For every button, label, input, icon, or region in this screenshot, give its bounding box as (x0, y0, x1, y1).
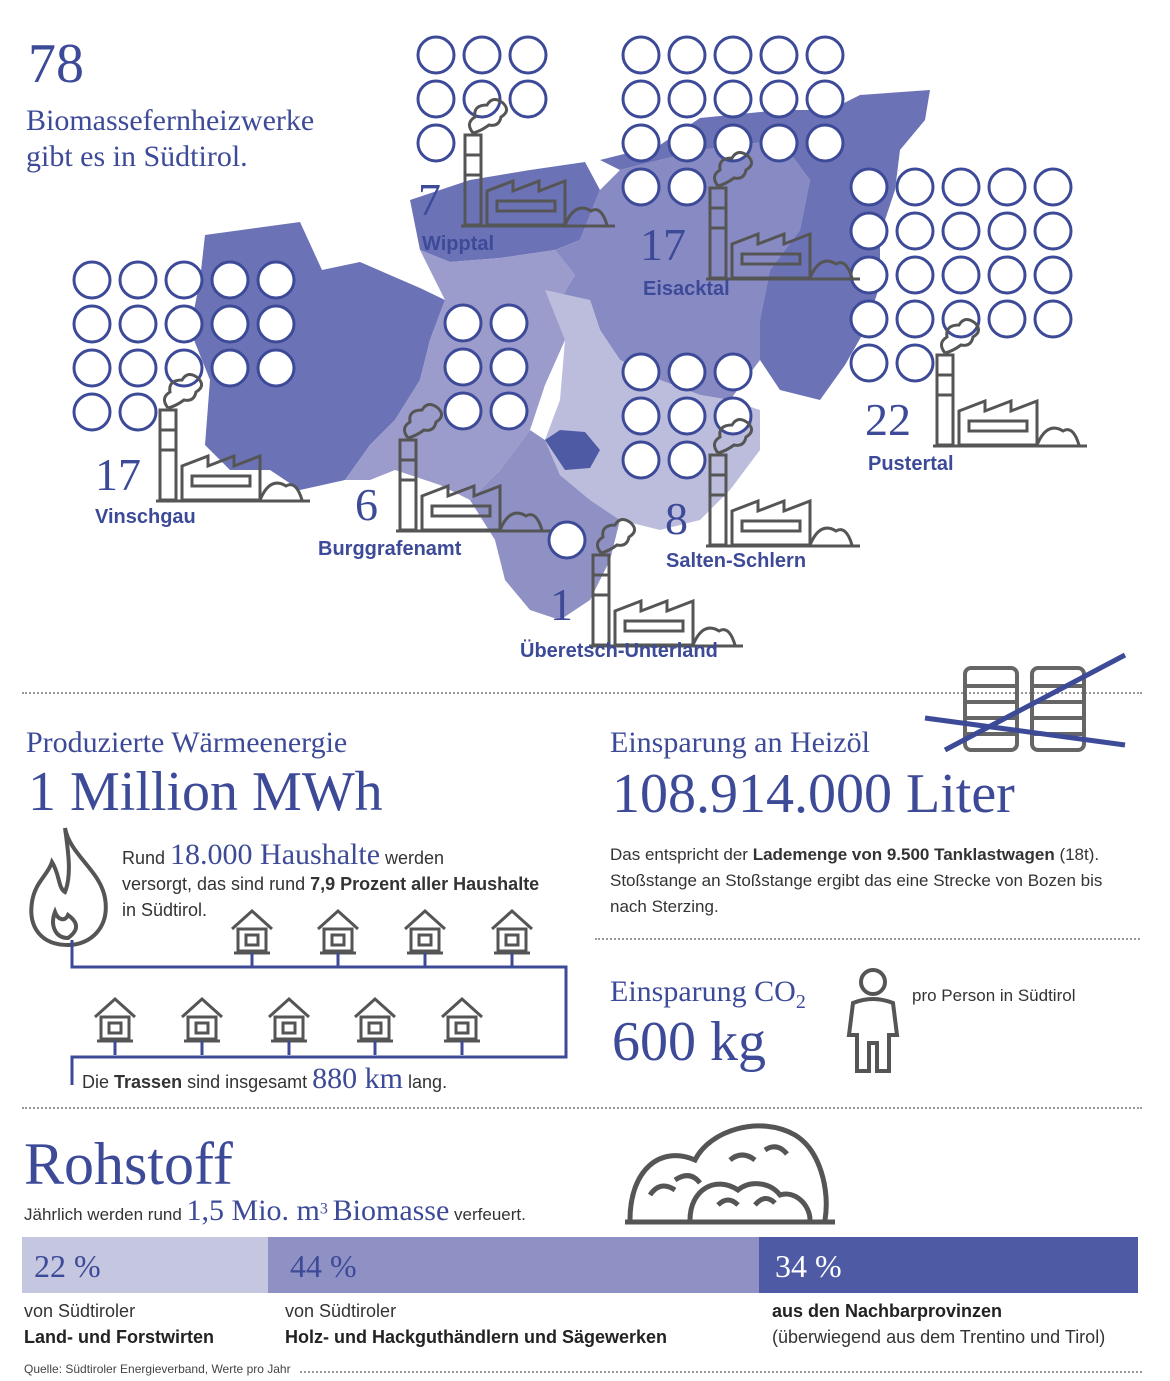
plant-circle-eisacktal (715, 81, 751, 117)
plant-circle-burggrafenamt (445, 393, 481, 429)
house-icon (442, 999, 482, 1055)
plant-circle-pustertal (851, 345, 887, 381)
plant-circle-wipptal (510, 81, 546, 117)
plant-circle-vinschgau (74, 350, 110, 386)
plant-circle-pustertal (989, 301, 1025, 337)
plant-circle-eisacktal (623, 37, 659, 73)
house-icon (182, 999, 222, 1055)
plant-circle-vinschgau (212, 262, 248, 298)
plant-circle-vinschgau (258, 262, 294, 298)
plant-circle-pustertal (851, 301, 887, 337)
plant-circle-pustertal (897, 169, 933, 205)
plant-circle-eisacktal (761, 37, 797, 73)
oil-value: 108.914.000 Liter (612, 763, 1015, 825)
plant-circle-vinschgau (258, 306, 294, 342)
plant-circle-pustertal (897, 213, 933, 249)
plant-circle-pustertal (1035, 169, 1071, 205)
bar-percent-1: 22 % (34, 1248, 101, 1284)
plant-circle-salten-schlern (623, 398, 659, 434)
plant-circle-salten-schlern (715, 354, 751, 390)
region-label-vinschgau: Vinschgau (95, 506, 196, 528)
region-count-ueberetsch: 1 (550, 579, 573, 630)
plant-circle-wipptal (418, 125, 454, 161)
plant-circle-burggrafenamt (491, 393, 527, 429)
plant-circle-burggrafenamt (491, 349, 527, 385)
energy-value: 1 Million MWh (28, 761, 383, 823)
plant-circle-vinschgau (212, 350, 248, 386)
plant-circle-burggrafenamt (445, 305, 481, 341)
divider-4 (300, 1371, 1142, 1373)
plant-circle-salten-schlern (669, 398, 705, 434)
plant-circle-eisacktal (807, 37, 843, 73)
house-icon (492, 911, 532, 967)
plant-circle-eisacktal (623, 81, 659, 117)
oil-barrels-crossed-icon (920, 650, 1140, 760)
plant-circle-pustertal (1035, 257, 1071, 293)
bar-percent-3: 34 % (775, 1248, 842, 1284)
plant-circle-vinschgau (212, 306, 248, 342)
households-text: Rund 18.000 Haushalte werden versorgt, das sind rund 7,9 Prozent aller Haushalte in Südtirol. (122, 838, 540, 920)
plant-circle-vinschgau (74, 306, 110, 342)
plant-circle-pustertal (989, 169, 1025, 205)
bar-caption-3: aus den Nachbarprovinzen (überwiegend aus dem Trentino und Tirol) (772, 1301, 1106, 1347)
plant-circle-pustertal (897, 345, 933, 381)
trassen-text: Die Trassen sind insgesamt 880 km lang. (82, 1062, 448, 1095)
region-label-ueberetsch: Überetsch-Unterland (520, 640, 718, 662)
plant-circle-burggrafenamt (491, 305, 527, 341)
plant-circle-salten-schlern (669, 442, 705, 478)
plant-circle-wipptal (510, 37, 546, 73)
header-subtitle-line2: gibt es in Südtirol. (26, 140, 248, 173)
rohstoff-line: Jährlich werden rund 1,5 Mio. $m^3$ Biomasse verfeuert. (24, 1194, 526, 1227)
plant-circle-eisacktal (761, 81, 797, 117)
plant-circle-eisacktal (807, 81, 843, 117)
co2-note: pro Person in Südtirol (912, 986, 1076, 1005)
bar-caption-2: von Südtiroler Holz- und Hackguthändlern und Sägewerken (285, 1301, 668, 1347)
house-icon (318, 911, 358, 967)
source-note: Quelle: Südtiroler Energieverband, Werte pro Jahr (24, 1362, 291, 1376)
plant-circle-vinschgau (74, 394, 110, 430)
plant-circle-pustertal (943, 169, 979, 205)
plant-circle-eisacktal (761, 125, 797, 161)
plant-circle-eisacktal (623, 125, 659, 161)
plant-circle-pustertal (1035, 213, 1071, 249)
region-count-vinschgau: 17 (95, 449, 141, 500)
plant-circle-pustertal (943, 213, 979, 249)
energy-title: Produzierte Wärmeenergie (26, 726, 348, 759)
house-icon (269, 999, 309, 1055)
region-label-eisacktal: Eisacktal (643, 278, 730, 300)
co2-title: Einsparung $CO_2$ (610, 975, 806, 1013)
households-number: 18.000 Haushalte (170, 838, 381, 871)
house-icon (405, 911, 445, 967)
plant-circle-eisacktal (715, 37, 751, 73)
heating-plant-icon (461, 99, 615, 226)
person-icon (843, 965, 903, 1075)
heating-plant-icon (706, 152, 860, 279)
region-label-wipptal: Wipptal (422, 233, 495, 255)
plant-circle-eisacktal (669, 37, 705, 73)
co2-value: 600 kg (612, 1011, 766, 1073)
plant-circle-pustertal (897, 301, 933, 337)
divider-3 (22, 1107, 1142, 1109)
region-count-pustertal: 22 (865, 394, 911, 445)
region-label-pustertal: Pustertal (868, 453, 954, 475)
plant-circle-eisacktal (669, 125, 705, 161)
plant-circle-burggrafenamt (445, 349, 481, 385)
plant-circle-pustertal (989, 257, 1025, 293)
plant-circle-pustertal (1035, 301, 1071, 337)
divider-2 (595, 938, 1140, 940)
region-label-salten-schlern: Salten-Schlern (666, 550, 807, 572)
plant-circle-vinschgau (166, 262, 202, 298)
total-count: 78 (28, 33, 84, 95)
plant-circle-vinschgau (166, 306, 202, 342)
region-count-burggrafenamt: 6 (355, 479, 378, 530)
plant-circle-wipptal (464, 37, 500, 73)
bar-caption-1: von Südtiroler Land- und Forstwirten (24, 1301, 214, 1347)
header-subtitle (26, 103, 314, 175)
plant-circle-wipptal (418, 81, 454, 117)
plant-circle-eisacktal (807, 125, 843, 161)
plant-circle-ueberetsch (549, 522, 585, 558)
woodchip-pile-icon (620, 1110, 850, 1230)
plant-circle-pustertal (989, 213, 1025, 249)
plant-circle-vinschgau (120, 350, 156, 386)
plant-circle-pustertal (897, 257, 933, 293)
plant-circle-eisacktal (623, 169, 659, 205)
trassen-number: 880 km (312, 1062, 404, 1095)
rohstoff-title: Rohstoff (24, 1131, 233, 1197)
region-count-eisacktal: 17 (640, 219, 686, 270)
plant-circle-vinschgau (74, 262, 110, 298)
plant-circle-pustertal (851, 257, 887, 293)
plant-circle-eisacktal (669, 81, 705, 117)
plant-circle-pustertal (851, 169, 887, 205)
plant-circle-vinschgau (120, 262, 156, 298)
house-icon (232, 911, 272, 967)
plant-circle-pustertal (943, 257, 979, 293)
plant-circle-eisacktal (669, 169, 705, 205)
region-label-burggrafenamt: Burggrafenamt (318, 538, 462, 560)
house-icon (95, 999, 135, 1055)
plant-circle-salten-schlern (623, 442, 659, 478)
plant-circle-pustertal (851, 213, 887, 249)
house-icon (355, 999, 395, 1055)
plant-circle-vinschgau (120, 306, 156, 342)
plant-circle-vinschgau (258, 350, 294, 386)
heating-plant-icon (156, 374, 310, 501)
oil-title: Einsparung an Heizöl (610, 726, 870, 759)
plant-circle-salten-schlern (669, 354, 705, 390)
heating-plant-icon (706, 419, 860, 546)
plant-circle-salten-schlern (623, 354, 659, 390)
plant-circle-vinschgau (120, 394, 156, 430)
oil-description: Das entspricht der Lademenge von 9.500 Tanklastwagen (18t). Stoßstange an Stoßstange ergibt das eine Strecke von Bozen bis nach Sterzing. (610, 845, 1103, 916)
header-subtitle-line1: Biomassefernheizwerke (26, 104, 315, 137)
region-count-wipptal: 7 (418, 174, 441, 225)
plant-circle-vinschgau (166, 350, 202, 386)
heating-plant-icon (933, 319, 1087, 446)
region-count-salten-schlern: 8 (665, 493, 688, 544)
plant-circle-wipptal (418, 37, 454, 73)
bar-percent-2: 44 % (290, 1248, 357, 1284)
